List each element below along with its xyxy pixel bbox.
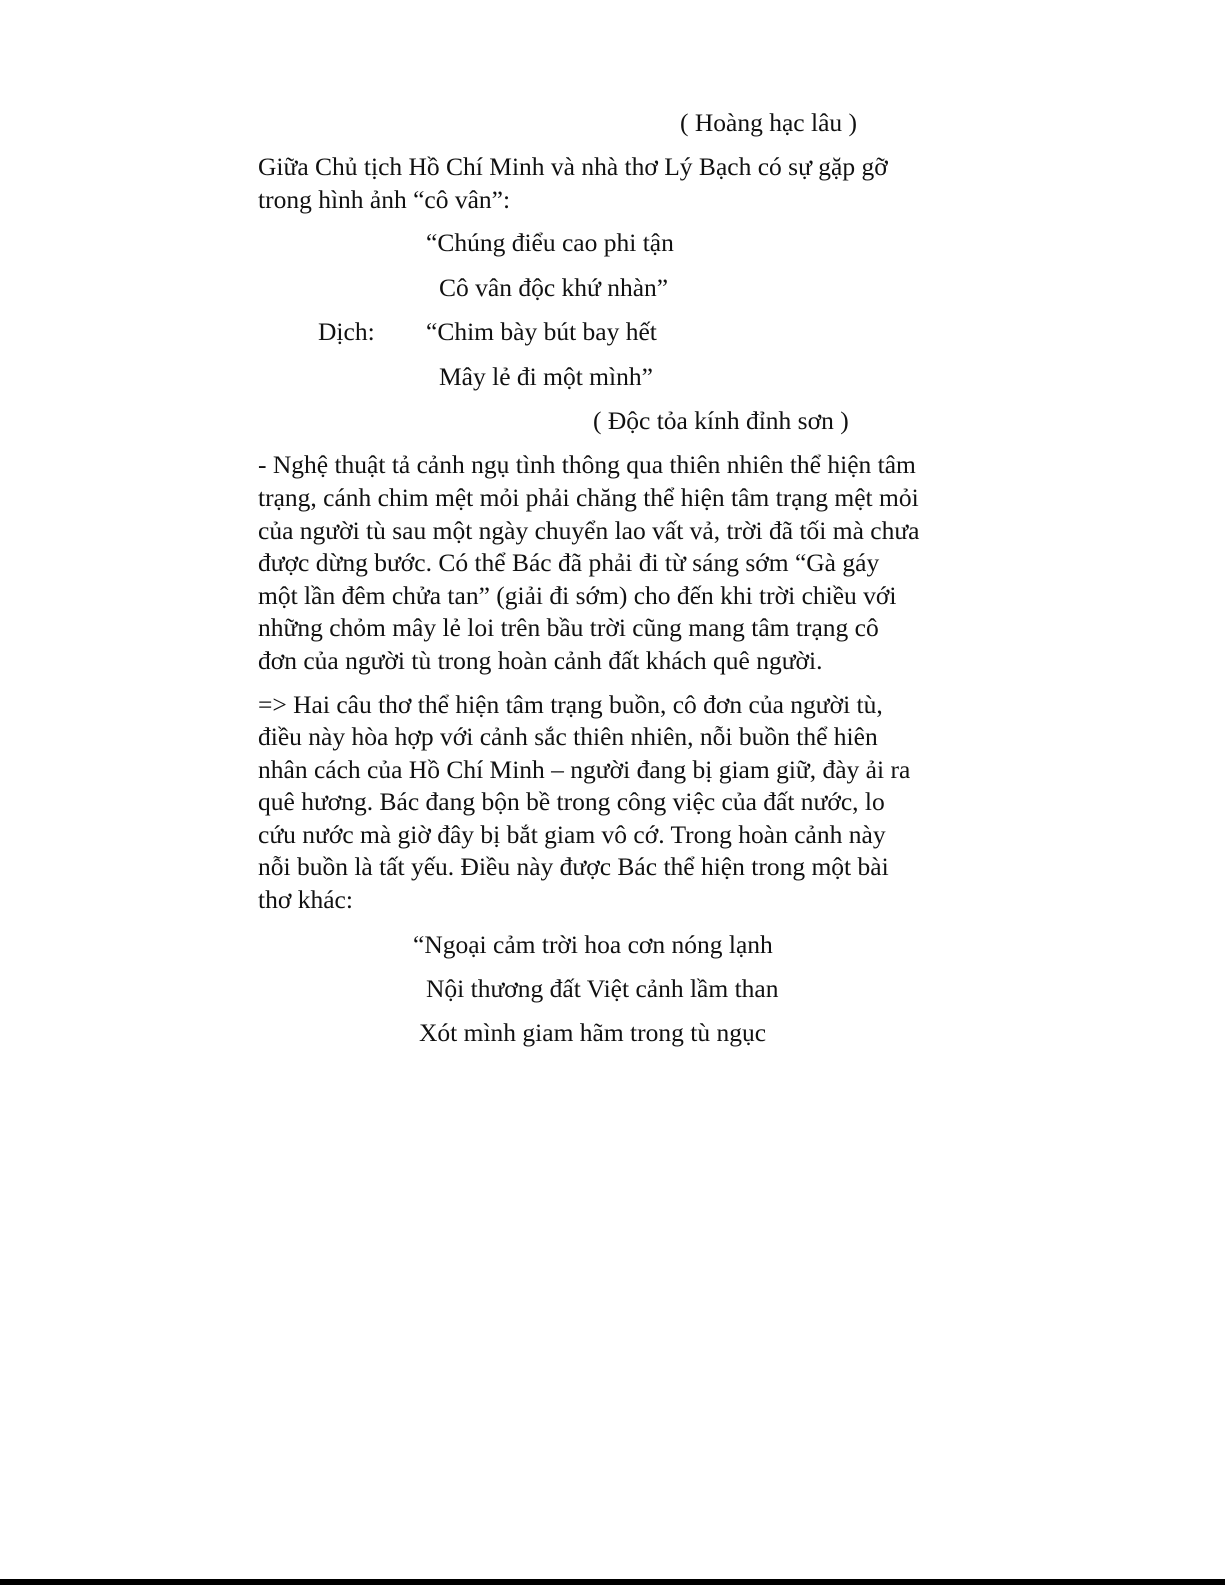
- paragraph-2-line: => Hai câu thơ thể hiện tâm trạng buồn, cô đơn của người tù,: [258, 690, 883, 719]
- intro-line: Giữa Chủ tịch Hồ Chí Minh và nhà thơ Lý Bạch có sự gặp gỡ: [258, 152, 888, 181]
- paragraph-2-line: điều này hòa hợp với cảnh sắc thiên nhiên, nỗi buồn thể hiên: [258, 722, 878, 751]
- source-citation-hoang-hac-lau: ( Hoàng hạc lâu ): [680, 108, 858, 137]
- paragraph-1-line: trạng, cánh chim mệt mỏi phải chăng thể hiện tâm trạng mệt mỏi: [258, 483, 919, 512]
- source-citation-doc-toa: ( Độc tỏa kính đỉnh sơn ): [593, 406, 849, 435]
- paragraph-2-line: cứu nước mà giờ đây bị bắt giam vô cớ. Trong hoàn cảnh này: [258, 820, 886, 849]
- paragraph-2-line: quê hương. Bác đang bộn bề trong công việc của đất nước, lo: [258, 787, 885, 816]
- paragraph-1-line: - Nghệ thuật tả cảnh ngụ tình thông qua thiên nhiên thể hiện tâm: [258, 450, 916, 479]
- poem-original-line: Cô vân độc khứ nhàn”: [439, 273, 669, 302]
- poem-translation-line: “Chim bày bút bay hết: [426, 317, 657, 346]
- paragraph-1-line: những chỏm mây lẻ loi trên bầu trời cũng mang tâm trạng cô: [258, 613, 879, 642]
- paragraph-1-line: đơn của người tù trong hoàn cảnh đất khách quê người.: [258, 646, 823, 675]
- paragraph-2-line: nỗi buồn là tất yếu. Điều này được Bác thể hiện trong một bài: [258, 852, 889, 881]
- poem-translation-line: Mây lẻ đi một mình”: [439, 362, 653, 391]
- translation-label: Dịch:: [318, 317, 375, 346]
- paragraph-1-line: được dừng bước. Có thể Bác đã phải đi từ sáng sớm “Gà gáy: [258, 548, 880, 577]
- paragraph-2-line: thơ khác:: [258, 885, 353, 914]
- poem-2-line: Nội thương đất Việt cảnh lầm than: [426, 974, 779, 1003]
- poem-original-line: “Chúng điểu cao phi tận: [426, 228, 674, 257]
- paragraph-1-line: một lần đêm chửa tan” (giải đi sớm) cho đến khi trời chiều với: [258, 581, 897, 610]
- paragraph-2-line: nhân cách của Hồ Chí Minh – người đang bị giam giữ, đày ải ra: [258, 755, 911, 784]
- poem-2-line: “Ngoại cảm trời hoa cơn nóng lạnh: [413, 930, 773, 959]
- intro-line: trong hình ảnh “cô vân”:: [258, 185, 511, 214]
- paragraph-1-line: của người tù sau một ngày chuyển lao vất vả, trời đã tối mà chưa: [258, 516, 920, 545]
- page-bottom-border: [0, 1579, 1225, 1585]
- poem-2-line: Xót mình giam hãm trong tù ngục: [419, 1018, 767, 1047]
